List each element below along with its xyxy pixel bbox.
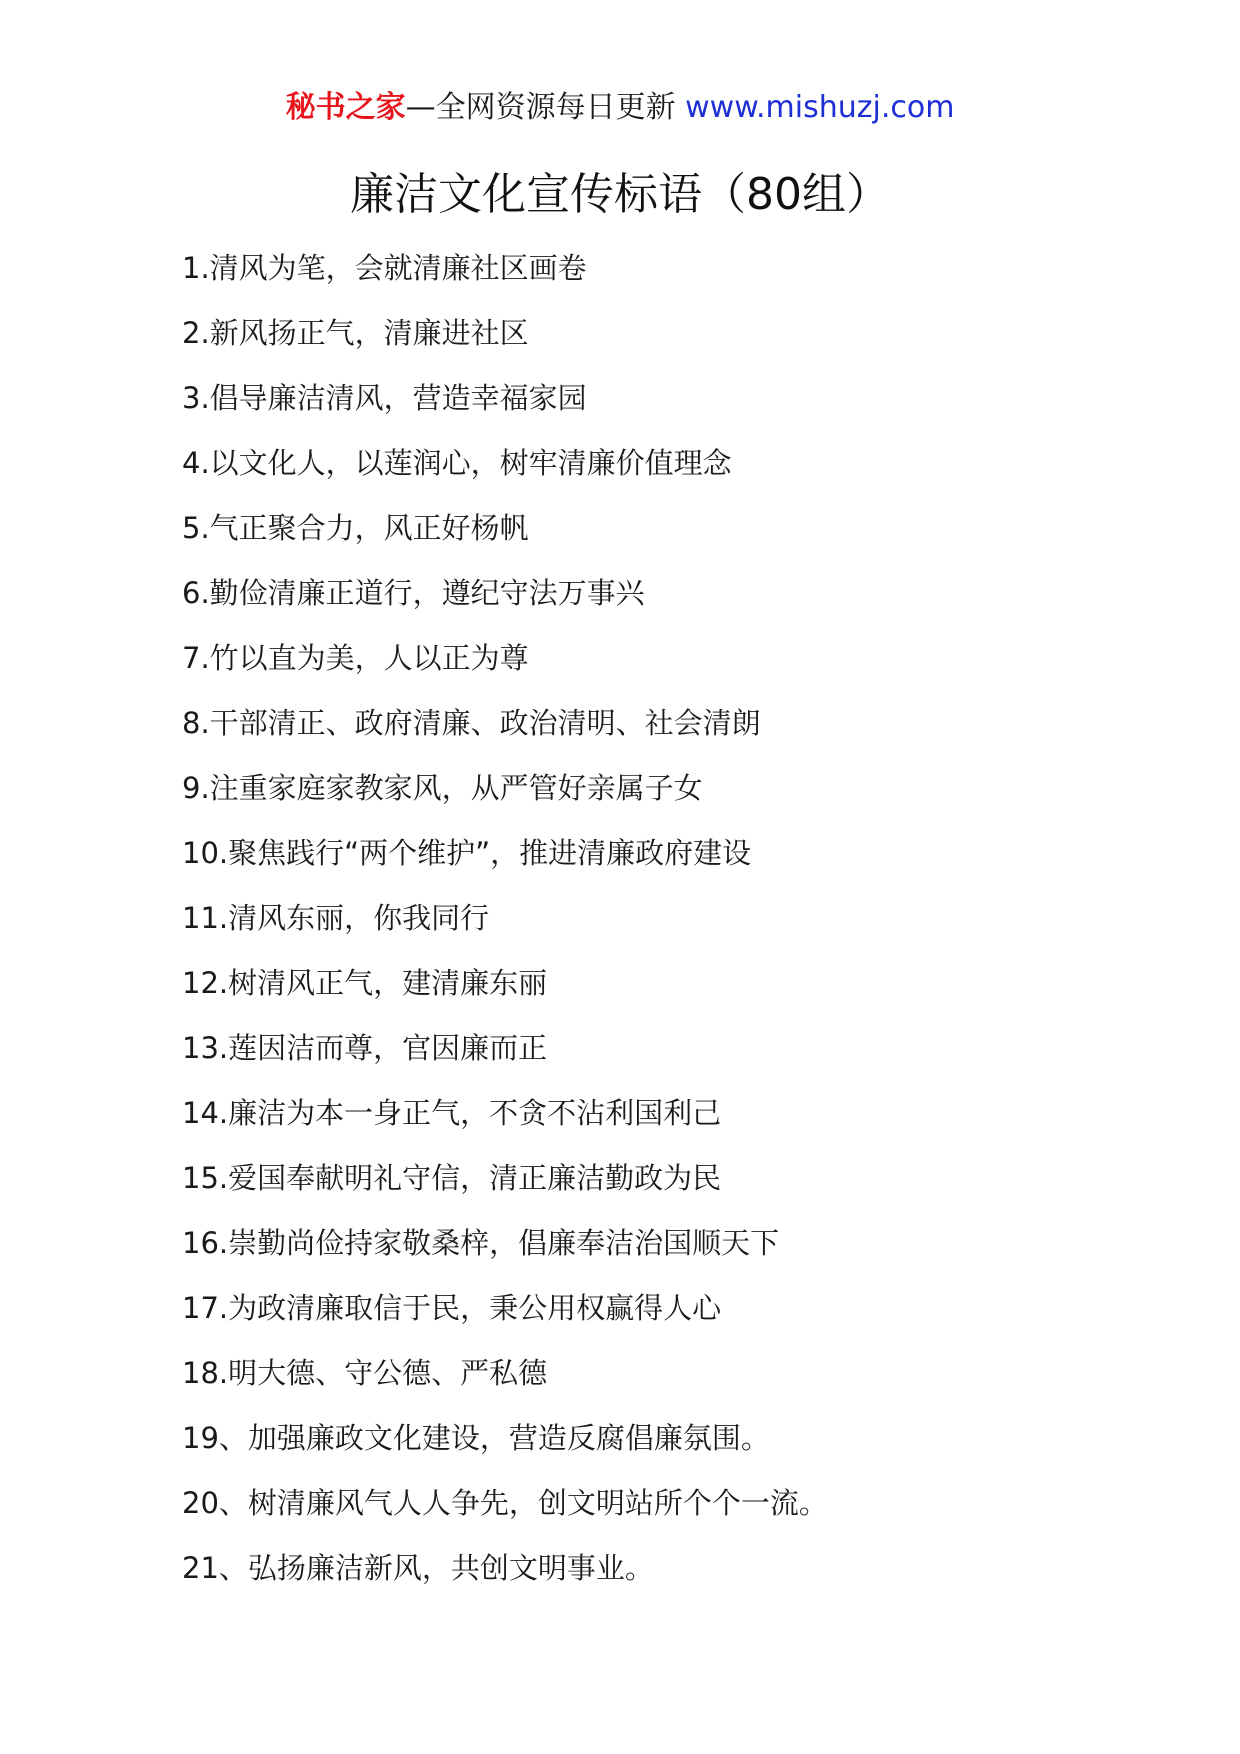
slogan-item: 16.崇勤尚俭持家敬桑梓，倡廉奉洁治国顺天下 <box>182 1226 780 1260</box>
slogan-item: 6.勤俭清廉正道行，遵纪守法万事兴 <box>182 576 645 610</box>
site-url-link[interactable]: www.mishuzj.com <box>685 90 955 125</box>
header-tagline: —全网资源每日更新 <box>405 90 676 125</box>
slogan-item: 8.干部清正、政府清廉、政治清明、社会清朗 <box>182 706 761 740</box>
brand-name: 秘书之家 <box>285 90 406 125</box>
slogan-list <box>182 248 1182 1613</box>
slogan-item: 3.倡导廉洁清风，营造幸福家园 <box>182 381 587 415</box>
slogan-item: 19、加强廉政文化建设，营造反腐倡廉氛围。 <box>182 1421 770 1455</box>
slogan-item: 13.莲因洁而尊，官因廉而正 <box>182 1031 548 1065</box>
slogan-item: 7.竹以直为美，人以正为尊 <box>182 641 529 675</box>
slogan-item: 4.以文化人，以莲润心，树牢清廉价值理念 <box>182 446 732 480</box>
slogan-item: 14.廉洁为本一身正气，不贪不沾利国利己 <box>182 1096 722 1130</box>
slogan-item: 20、树清廉风气人人争先，创文明站所个个一流。 <box>182 1486 828 1520</box>
slogan-item: 18.明大德、守公德、严私德 <box>182 1356 548 1390</box>
slogan-item: 1.清风为笔，会就清廉社区画卷 <box>182 251 587 285</box>
site-header <box>0 88 1240 128</box>
slogan-item: 9.注重家庭家教家风，从严管好亲属子女 <box>182 771 703 805</box>
document-title: 廉洁文化宣传标语（80组） <box>350 169 890 220</box>
slogan-item: 12.树清风正气，建清廉东丽 <box>182 966 548 1000</box>
slogan-item: 17.为政清廉取信于民，秉公用权赢得人心 <box>182 1291 722 1325</box>
slogan-item: 5.气正聚合力，风正好杨帆 <box>182 511 529 545</box>
slogan-item: 11.清风东丽，你我同行 <box>182 901 490 935</box>
slogan-item: 2.新风扬正气，清廉进社区 <box>182 316 529 350</box>
slogan-item: 10.聚焦践行“两个维护”，推进清廉政府建设 <box>182 836 752 870</box>
slogan-item: 21、弘扬廉洁新风，共创文明事业。 <box>182 1551 654 1585</box>
slogan-item: 15.爱国奉献明礼守信，清正廉洁勤政为民 <box>182 1161 722 1195</box>
